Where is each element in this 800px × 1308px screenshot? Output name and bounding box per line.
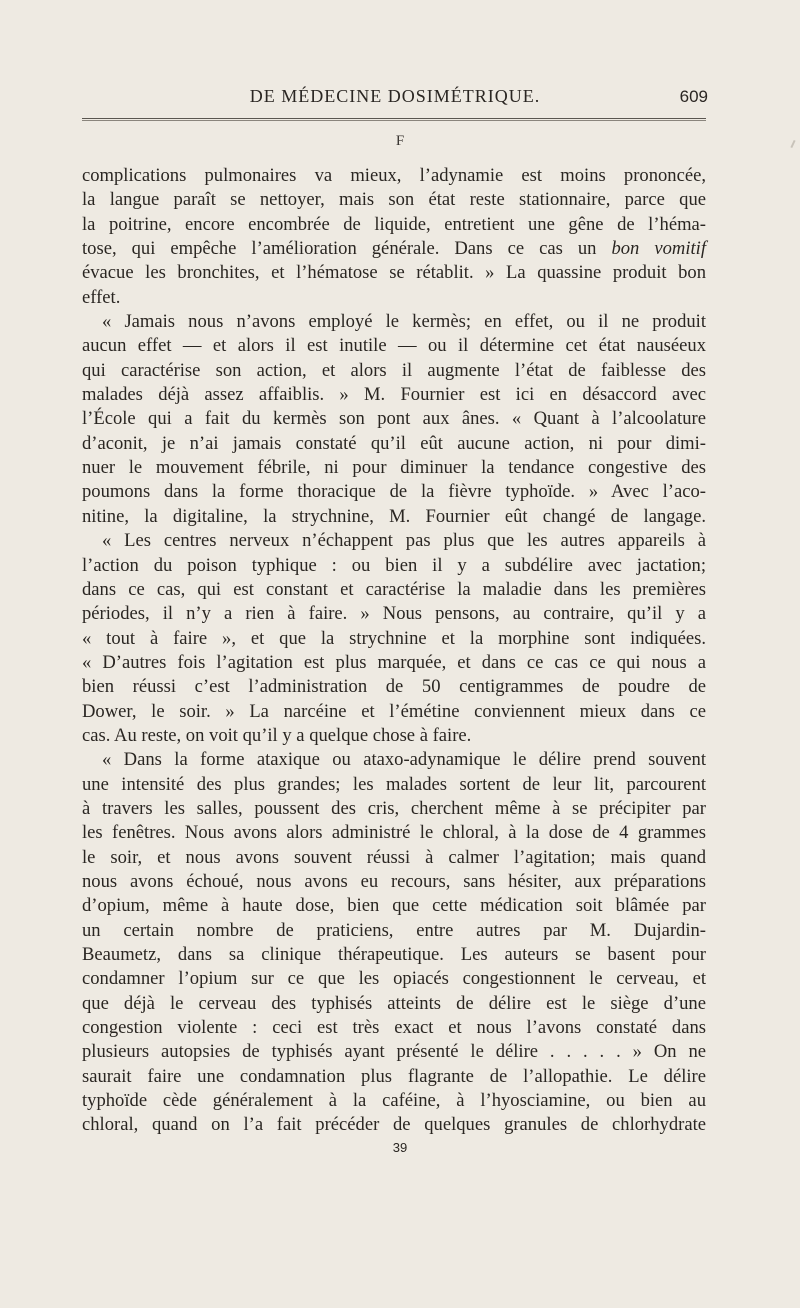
text-line: Dower, le soir. » La narcéine et l’émétine conviennent mieux dans ce (82, 700, 706, 722)
text-line: bien réussi c’est l’administration de 50 centigrammes de poudre de (82, 676, 706, 698)
running-head (82, 86, 708, 110)
text-line: le soir, et nous avons souvent réussi à calmer l’agitation; mais quand (82, 846, 706, 868)
text-line: chloral, quand on l’a fait précéder de quelques granules de chlorhydrate (82, 1114, 706, 1136)
text-line: nuer le mouvement fébrile, ni pour diminuer la tendance congestive des (82, 457, 706, 479)
text-line-with-italic (82, 237, 706, 261)
text-line: cas. Au reste, on voit qu’il y a quelque chose à faire. (82, 724, 472, 746)
text-line: malades déjà assez affaiblis. » M. Fournier est ici en désaccord avec (82, 384, 706, 406)
text-line: Beaumetz, dans sa clinique thérapeutique. Les auteurs se basent pour (82, 944, 706, 965)
signature-mark: 39 (392, 1140, 408, 1155)
text-line: les fenêtres. Nous avons alors administré le chloral, à la dose de 4 grammes (82, 822, 706, 844)
text-line: « Jamais nous n’avons employé le kermès; en effet, ou il ne produit (102, 311, 706, 333)
page-number: 609 (679, 87, 708, 106)
header-rule-thin (82, 120, 706, 121)
body-text (82, 164, 706, 1138)
text-line: dans ce cas, qui est constant et caractérise la maladie dans les premières (82, 578, 706, 600)
text-line: plusieurs autopsies de typhisés ayant présenté le délire . . . . . » On ne (82, 1041, 706, 1063)
text-line: condamner l’opium sur ce que les opiacés congestionnent le cerveau, et (82, 968, 706, 990)
text-line: aucun effet — et alors il est inutile — ou il détermine cet état nauséeux (82, 335, 706, 357)
text-line: périodes, il n’y a rien à faire. » Nous pensons, au contraire, qu’il y a (82, 603, 706, 625)
italic-phrase: bon vomitif (611, 238, 706, 260)
text-line: « tout à faire », et que la strychnine et la morphine sont indiquées. (82, 627, 706, 649)
header-rule (82, 118, 706, 119)
text-line: d’aconit, je n’ai jamais constaté qu’il eût aucune action, ni pour dimi- (82, 432, 706, 454)
text-line: congestion violente : ceci est très exact et nous l’avons constaté dans (82, 1017, 706, 1039)
text-line: qui caractérise son action, et alors il augmente l’état de faiblesse des (82, 359, 706, 381)
text-line: la poitrine, encore encombrée de liquide, entretient une gêne de l’héma- (82, 213, 706, 235)
text-line: nitine, la digitaline, la strychnine, M. Fournier eût changé de langage. (82, 505, 706, 527)
text-segment: tose, qui empêche l’amélioration générale. Dans ce cas un (82, 238, 612, 260)
text-line: « D’autres fois l’agitation est plus marquée, et dans ce cas ce qui nous a (82, 651, 706, 673)
running-title: DE MÉDECINE DOSIMÉTRIQUE. (249, 86, 541, 106)
text-line: une intensité des plus grandes; les malades sortent de leur lit, parcourent (82, 773, 706, 795)
text-line: à travers les salles, poussent des cris, cherchent même à se précipiter par (82, 797, 706, 819)
text-line: d’opium, même à haute dose, bien que cette médication soit blâmée par (82, 895, 706, 917)
text-line: l’action du poison typhique : ou bien il y a subdélire avec jactation; (82, 554, 706, 576)
footer (0, 1140, 800, 1160)
text-line: nous avons échoué, nous avons eu recours, sans hésiter, aux préparations (82, 870, 706, 892)
text-line: poumons dans la forme thoracique de la fièvre typhoïde. » Avec l’aco- (82, 481, 706, 503)
signature-mark-top: F (395, 133, 405, 149)
text-line: effet. (82, 286, 121, 308)
text-line: typhoïde cède généralement à la caféine, à l’hyosciamine, ou bien au (82, 1090, 706, 1112)
text-line: « Dans la forme ataxique ou ataxo-adynamique le délire prend souvent (102, 749, 706, 771)
text-line: l’École qui a fait du kermès son pont aux ânes. « Quant à l’alcoolature (82, 408, 706, 430)
text-line: complications pulmonaires va mieux, l’adynamie est moins prononcée, (82, 165, 706, 186)
text-line: évacue les bronchites, et l’hématose se rétablit. » La quassine produit bon (82, 262, 706, 284)
text-line: la langue paraît se nettoyer, mais son état reste stationnaire, parce que (82, 189, 706, 211)
text-line: que déjà le cerveau des typhisés atteints de délire est le siège d’une (82, 992, 706, 1014)
text-line: « Les centres nerveux n’échappent pas plus que les autres appareils à (102, 530, 706, 552)
text-line: un certain nombre de praticiens, entre autres par M. Dujardin- (82, 919, 706, 941)
text-line: saurait faire une condamnation plus flagrante de l’allopathie. Le délire (82, 1065, 706, 1087)
